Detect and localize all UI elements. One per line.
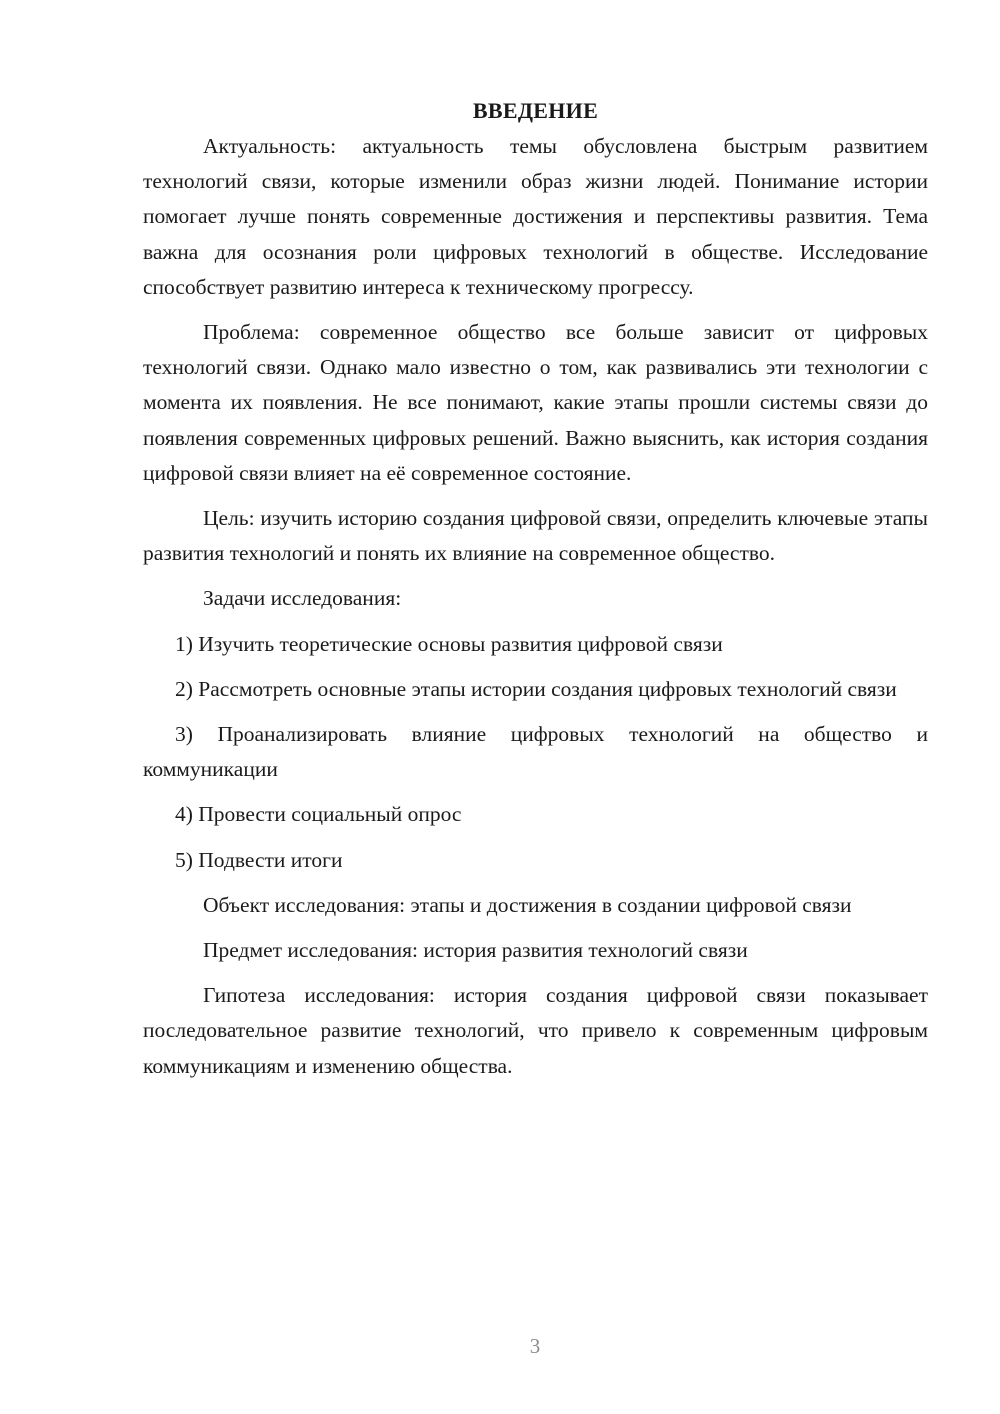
tasks-heading: Задачи исследования: (203, 586, 402, 611)
subject-paragraph: Предмет исследования: история развития технологий связи (203, 938, 748, 963)
object-paragraph: Объект исследования: этапы и достижения в создании цифровой связи (203, 892, 852, 917)
page-title: ВВЕДЕНИЕ (472, 98, 599, 123)
problem-paragraph: Проблема: современное общество все больше зависит от цифровых технологий связи. Однако мало известно о том, как развивались эти технологии с момента их появления. Не все понимают, какие этапы прошли системы связи до появления современных цифровых решений. Важно выяснить, как история создания цифровой связи влияет на её современное состояние. (143, 320, 928, 485)
document-page (143, 96, 928, 1084)
task-item: 3) Проанализировать влияние цифровых технологий на общество и коммуникации (143, 722, 928, 782)
task-item: 2) Рассмотреть основные этапы истории создания цифровых технологий связи (175, 676, 897, 701)
hypothesis-paragraph: Гипотеза исследования: история создания цифровой связи показывает последовательное развитие технологий, что привело к современным цифровым коммуникациям и изменению общества. (143, 983, 928, 1078)
relevance-paragraph: Актуальность: актуальность темы обусловлена быстрым развитием технологий связи, которые изменили образ жизни людей. Понимание истории помогает лучше понять современные достижения и перспективы развития. Тема важна для осознания роли цифровых технологий в обществе. Исследование способствует развитию интереса к техническому прогрессу. (143, 134, 928, 299)
task-item: 4) Провести социальный опрос (175, 802, 462, 827)
goal-paragraph: Цель: изучить историю создания цифровой связи, определить ключевые этапы развития технологий и понять их влияние на современное общество. (143, 506, 928, 566)
page-number: 3 (529, 1334, 541, 1358)
task-item: 1) Изучить теоретические основы развития цифровой связи (175, 631, 723, 656)
task-item: 5) Подвести итоги (175, 847, 343, 872)
